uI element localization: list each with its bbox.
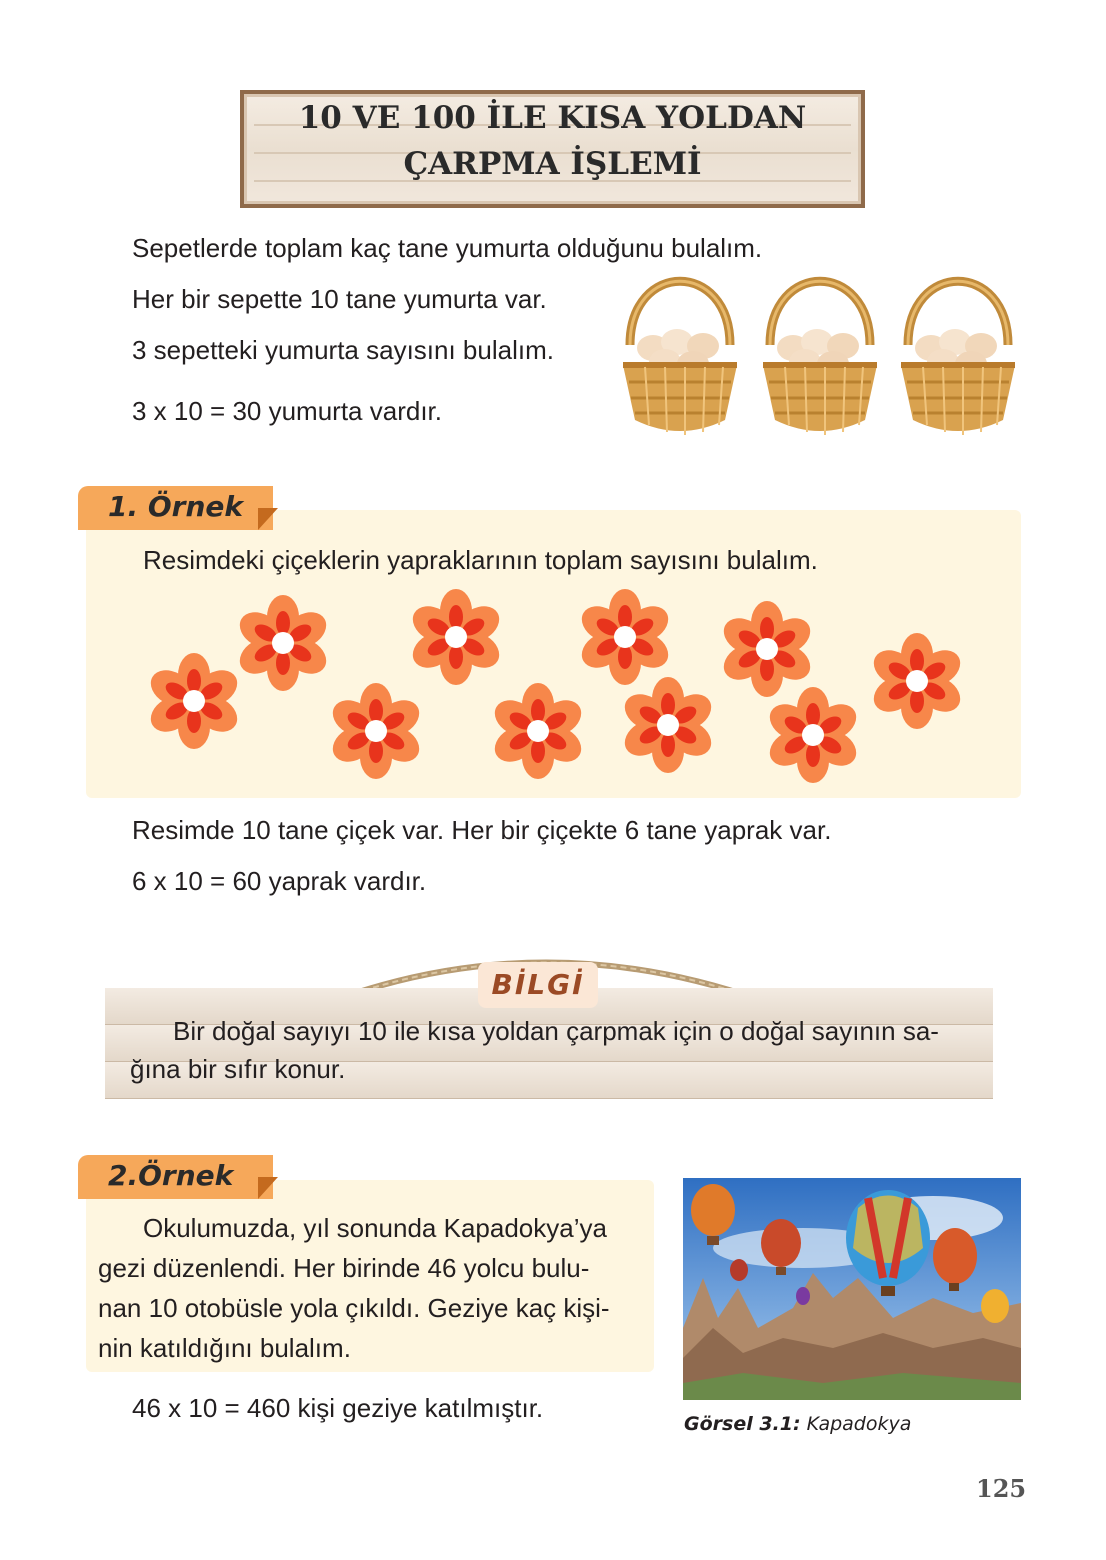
example1-label: 1. Örnek [108,490,244,523]
figure-label: Görsel 3.1: [684,1413,801,1435]
basket [623,281,737,435]
flower [233,595,332,691]
basket [901,281,1015,435]
flower [488,683,587,779]
example2-line3: nan 10 otobüsle yola çıkıldı. Geziye kaç kişi- [98,1293,610,1323]
example2-answer: 46 x 10 = 460 kişi geziye katılmıştır. [132,1393,544,1423]
page-title-line1: 10 VE 100 İLE KISA YOLDAN [298,100,807,136]
example2-label: 2.Örnek [108,1159,234,1192]
flower [326,683,425,779]
example2-line2: gezi düzenlendi. Her birinde 46 yolcu bulu- [98,1253,590,1283]
bilgi-label: BİLGİ [478,962,598,1008]
figure-caption [684,1413,911,1435]
flower [717,601,816,697]
intro-line1: Sepetlerde toplam kaç tane yumurta olduğunu bulalım. [132,233,763,263]
flower [618,677,717,773]
example2-tag [78,1155,273,1199]
kapadokya-photo [683,1178,1021,1400]
example1-question: Resimdeki çiçeklerin yapraklarının toplam sayısını bulalım. [143,545,818,575]
intro-line4: 3 x 10 = 30 yumurta vardır. [132,396,442,426]
flower [867,633,966,729]
figure-caption-text: Kapadokya [806,1413,912,1435]
bilgi-line2: ğına bir sıfır konur. [130,1054,346,1084]
basket [763,281,877,435]
flowers [86,585,1021,790]
example2-line1: Okulumuzda, yıl sonunda Kapadokya’ya [143,1213,607,1243]
flower [763,687,862,783]
example1-answer-line2: 6 x 10 = 60 yaprak vardır. [132,866,427,896]
title-sign [240,90,865,208]
intro-line2: Her bir sepette 10 tane yumurta var. [132,284,547,314]
flower [575,589,674,685]
intro-line3: 3 sepetteki yumurta sayısını bulalım. [132,335,554,365]
flower [144,653,243,749]
example1-answer-line1: Resimde 10 tane çiçek var. Her bir çiçekte 6 tane yaprak var. [132,815,832,845]
flower [406,589,505,685]
example2-line4: nin katıldığını bulalım. [98,1333,351,1363]
egg-baskets [615,270,1030,445]
bilgi-line1: Bir doğal sayıyı 10 ile kısa yoldan çarpmak için o doğal sayının sa- [173,1016,939,1046]
example1-tag [78,486,273,530]
page-number: 125 [976,1474,1027,1503]
page-title-line2: ÇARPMA İŞLEMİ [403,146,702,182]
